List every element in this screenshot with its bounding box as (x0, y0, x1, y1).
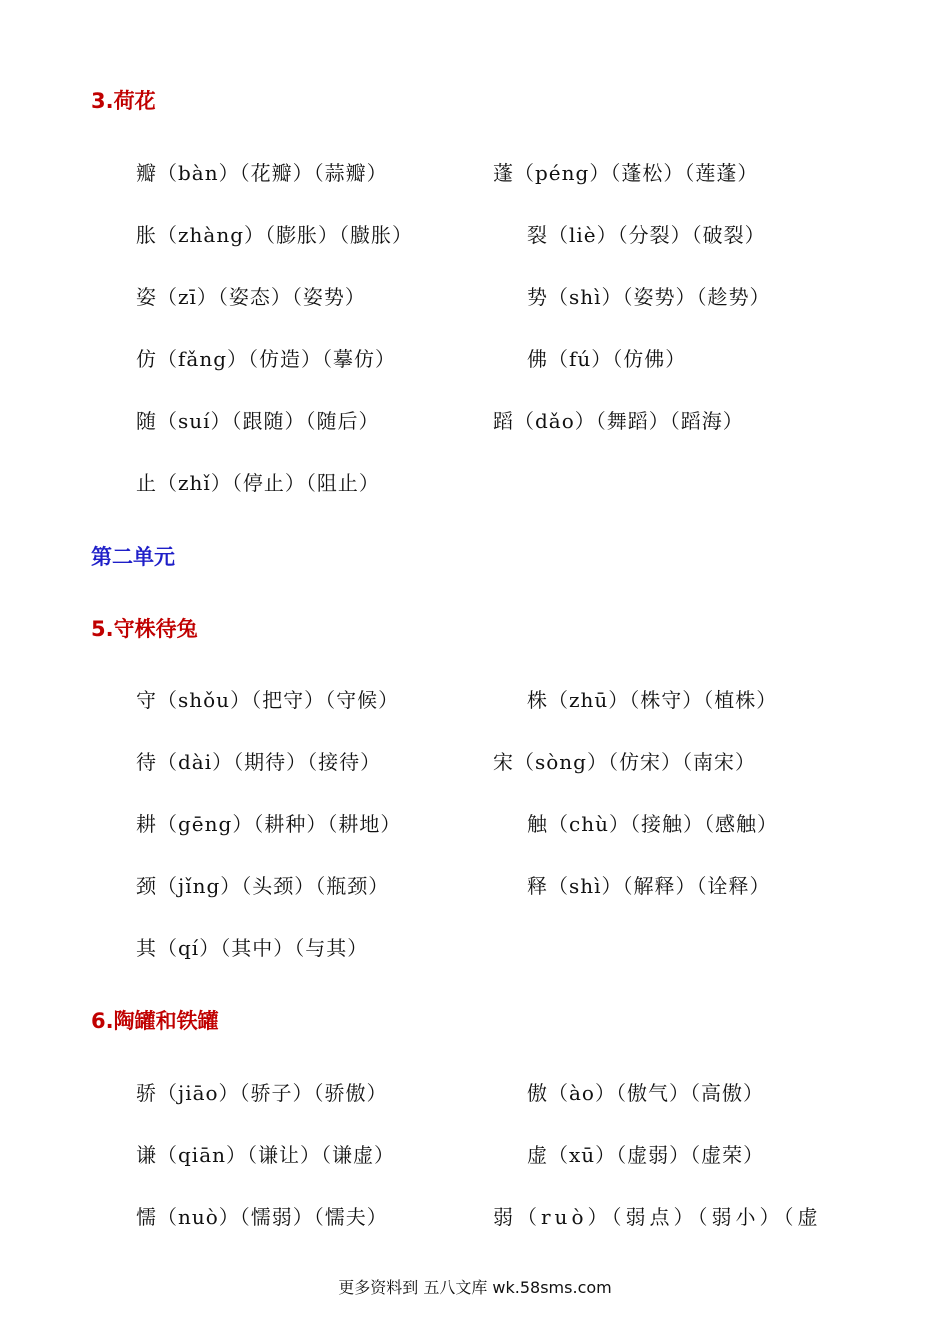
vocab-entry: 势（shì）（姿势）（趁势） (527, 285, 771, 309)
vocab-entry: 守（shǒu）（把守）（守候） (136, 688, 400, 712)
vocab-entry: 裂（liè）（分裂）（破裂） (527, 223, 766, 247)
vocab-entry: 瓣（bàn）（花瓣）（蒜瓣） (136, 161, 388, 185)
vocab-entry: 耕（gēng）（耕种）（耕地） (136, 812, 402, 836)
unit-heading: 第二单元 (91, 545, 175, 569)
vocab-entry: 胀（zhàng）（膨胀）（臌胀） (136, 223, 414, 247)
lesson-title-5: 5.守株待兔 (91, 617, 198, 641)
vocab-entry: 其（qí）（其中）（与其） (136, 936, 369, 960)
lesson-title-6: 6.陶罐和铁罐 (91, 1009, 219, 1033)
vocab-entry: 弱（ruò）（弱点）（弱小）（虚 (493, 1205, 822, 1229)
vocab-entry: 蹈（dǎo）（舞蹈）（蹈海） (493, 409, 744, 433)
vocab-entry: 随（suí）（跟随）（随后） (136, 409, 380, 433)
vocab-entry: 蓬（péng）（蓬松）（莲蓬） (493, 161, 759, 185)
vocab-entry: 佛（fú）（仿佛） (527, 347, 687, 371)
vocab-entry: 株（zhū）（株守）（植株） (527, 688, 778, 712)
vocab-entry: 懦（nuò）（懦弱）（懦夫） (136, 1205, 388, 1229)
vocab-entry: 止（zhǐ）（停止）（阻止） (136, 471, 380, 495)
vocab-entry: 骄（jiāo）（骄子）（骄傲） (136, 1081, 388, 1105)
vocab-entry: 姿（zī）（姿态）（姿势） (136, 285, 366, 309)
vocab-entry: 谦（qiān）（谦让）（谦虚） (136, 1143, 396, 1167)
vocab-entry: 傲（ào）（傲气）（高傲） (527, 1081, 764, 1105)
vocab-entry: 释（shì）（解释）（诠释） (527, 874, 771, 898)
vocab-entry: 颈（jǐng）（头颈）（瓶颈） (136, 874, 390, 898)
page-footer: 更多资料到 五八文库 wk.58sms.com (338, 1278, 612, 1297)
vocab-entry: 待（dài）（期待）（接待） (136, 750, 382, 774)
vocab-entry: 虚（xū）（虚弱）（虚荣） (527, 1143, 765, 1167)
vocab-entry: 仿（fǎng）（仿造）（摹仿） (136, 347, 397, 371)
vocab-entry: 触（chù）（接触）（感触） (527, 812, 778, 836)
vocab-entry: 宋（sòng）（仿宋）（南宋） (493, 750, 756, 774)
lesson-title-3: 3.荷花 (91, 89, 156, 113)
